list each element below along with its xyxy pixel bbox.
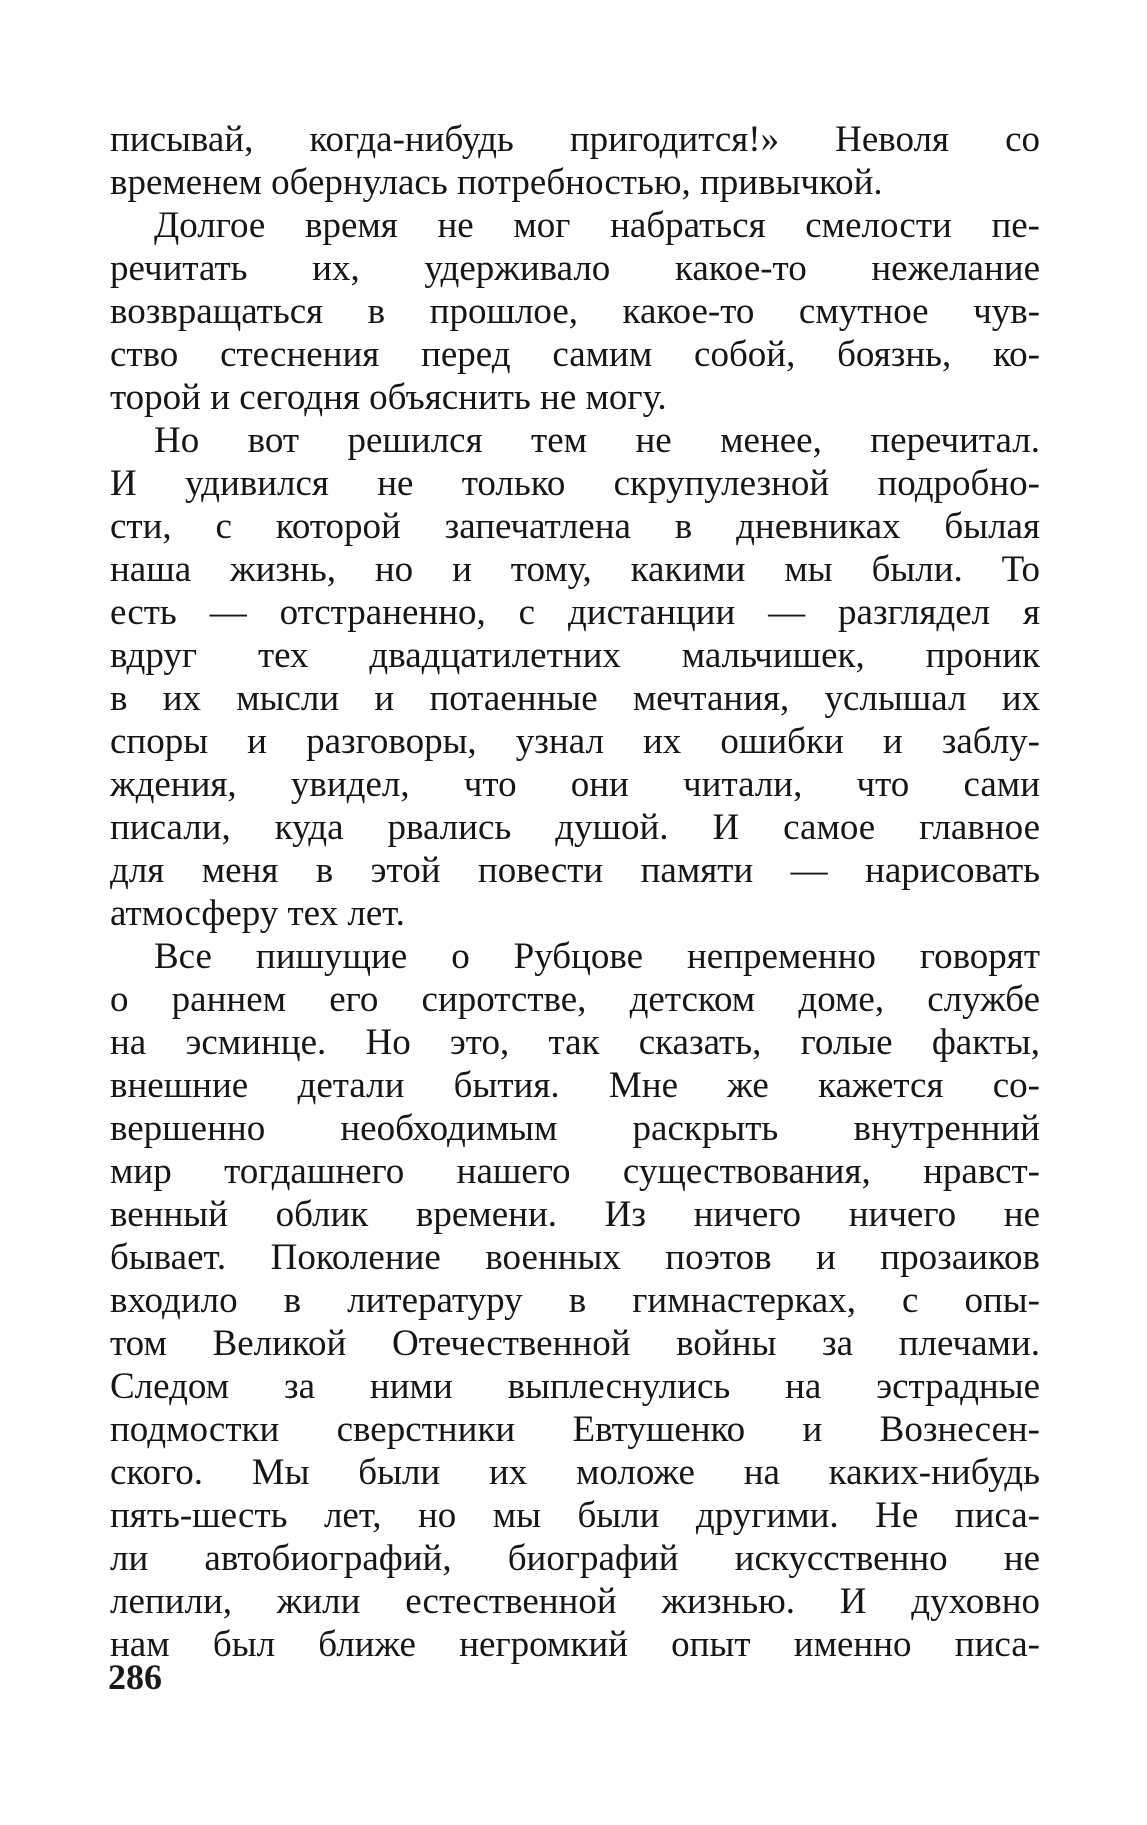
- text-line: торой и сегодня объяснить не могу.: [110, 377, 667, 418]
- text-line: ли автобиографий, биографий искусственно не: [110, 1538, 1040, 1579]
- text-line: вершенно необходимым раскрыть внутренний: [110, 1108, 1040, 1149]
- text-line: ждения, увидел, что они читали, что сами: [110, 764, 1040, 805]
- text-line: возвращаться в прошлое, какое-то смутное чув-: [110, 291, 1040, 332]
- text-line: писали, куда рвались душой. И самое главное: [110, 807, 1040, 848]
- text-line: для меня в этой повести памяти — нарисовать: [110, 850, 1040, 891]
- text-line: Но вот решился тем не менее, перечитал.: [154, 420, 1040, 461]
- page-number: 286: [108, 1657, 162, 1697]
- text-line: писывай, когда-нибудь пригодится!» Неволя со: [110, 119, 1040, 160]
- text-line: входило в литературу в гимнастерках, с опы-: [110, 1280, 1040, 1321]
- text-line: пять-шесть лет, но мы были другими. Не писа-: [110, 1495, 1040, 1536]
- text-line: внешние детали бытия. Мне же кажется со-: [110, 1065, 1040, 1106]
- text-line: есть — отстраненно, с дистанции — разглядел я: [110, 592, 1040, 633]
- text-line: атмосферу тех лет.: [110, 893, 405, 934]
- body-text: [110, 118, 1040, 1666]
- text-line: мир тогдашнего нашего существования, нравст-: [110, 1151, 1040, 1192]
- text-line: том Великой Отечественной войны за плечами.: [110, 1323, 1040, 1364]
- text-line: подмостки сверстники Евтушенко и Вознесен-: [110, 1409, 1040, 1450]
- text-line: временем обернулась потребностью, привычкой.: [110, 162, 883, 203]
- text-line: споры и разговоры, узнал их ошибки и заблу-: [110, 721, 1040, 762]
- text-line: бывает. Поколение военных поэтов и прозаиков: [110, 1237, 1040, 1278]
- text-line: венный облик времени. Из ничего ничего не: [110, 1194, 1040, 1235]
- text-line: Долгое время не мог набраться смелости пе-: [154, 205, 1040, 246]
- text-line: ство стеснения перед самим собой, боязнь, ко-: [110, 334, 1040, 375]
- text-line: на эсминце. Но это, так сказать, голые факты,: [110, 1022, 1040, 1063]
- text-line: И удивился не только скрупулезной подробно-: [110, 463, 1040, 504]
- text-line: о раннем его сиротстве, детском доме, службе: [110, 979, 1040, 1020]
- text-line: вдруг тех двадцатилетних мальчишек, проник: [110, 635, 1040, 676]
- text-line: сти, с которой запечатлена в дневниках былая: [110, 506, 1040, 547]
- text-line: ского. Мы были их моложе на каких-нибудь: [110, 1452, 1040, 1493]
- text-line: Следом за ними выплеснулись на эстрадные: [110, 1366, 1040, 1407]
- text-line: Все пишущие о Рубцове непременно говорят: [154, 936, 1040, 977]
- text-line: наша жизнь, но и тому, какими мы были. То: [110, 549, 1040, 590]
- text-line: в их мысли и потаенные мечтания, услышал их: [110, 678, 1040, 719]
- text-line: лепили, жили естественной жизнью. И духовно: [110, 1581, 1040, 1622]
- text-line: речитать их, удерживало какое-то нежелание: [110, 248, 1040, 289]
- text-line: нам был ближе негромкий опыт именно писа-: [110, 1624, 1040, 1665]
